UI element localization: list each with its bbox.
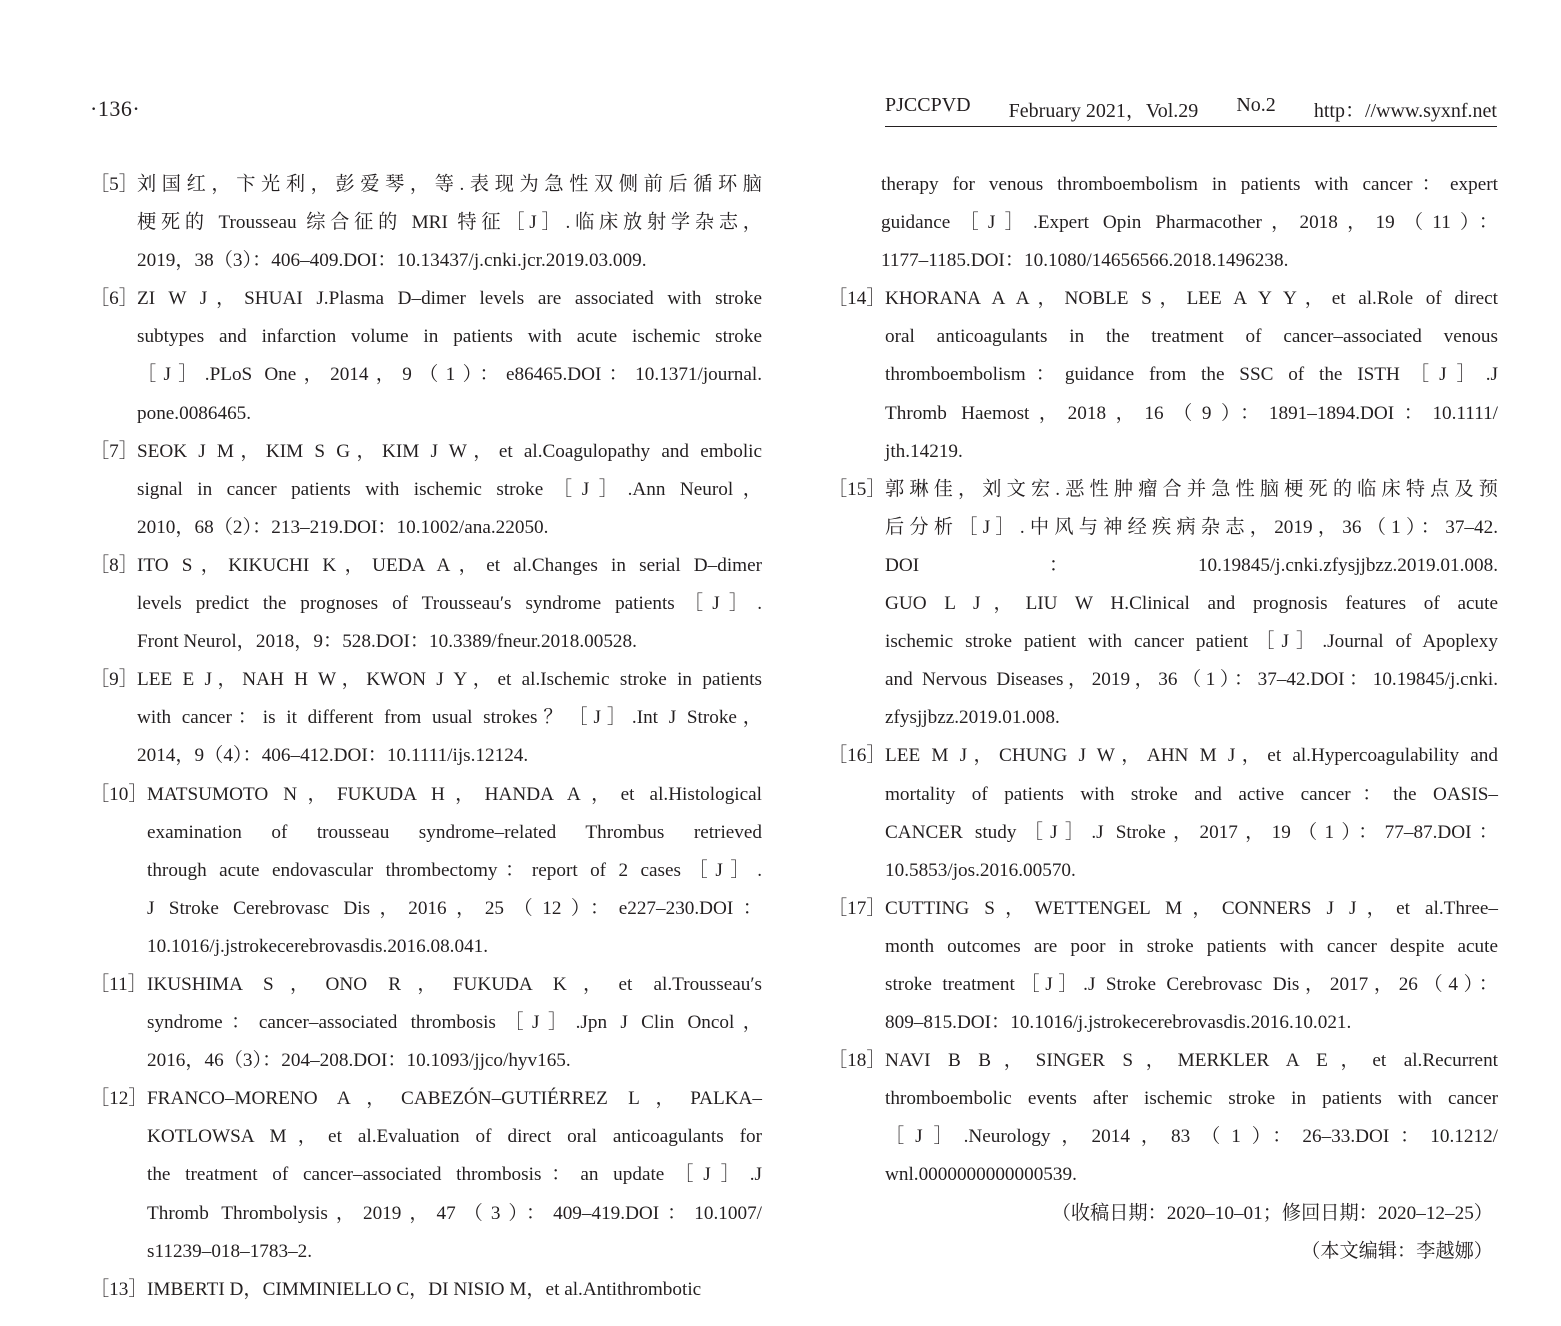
reference-line: stroke treatment［J］.J Stroke Cerebrovasc Dis，2017，26（4）： xyxy=(885,973,1498,995)
reference-number: ［18］ xyxy=(828,1050,886,1072)
page-number: ·136· xyxy=(90,96,141,121)
reference-line: ischemic stroke patient with cancer patient［J］.Journal of Apoplexy xyxy=(885,631,1498,653)
journal-abbrev: PJCCPVD xyxy=(885,94,971,116)
reference-entry xyxy=(90,1080,762,1270)
reference-line: ［J］.Neurology，2014，83（1）：26–33.DOI：10.1212/ xyxy=(885,1126,1498,1148)
reference-line: ITO S，KIKUCHI K，UEDA A，et al.Changes in serial D–dimer xyxy=(137,554,762,576)
reference-entry xyxy=(828,737,1498,889)
reference-number: ［7］ xyxy=(90,440,138,462)
reference-entry xyxy=(90,966,762,1080)
right-column-references xyxy=(828,166,1498,1271)
received-revised-dates: （收稿日期：2020–10–01；修回日期：2020–12–25） xyxy=(1051,1202,1493,1224)
reference-line: SEOK J M，KIM S G，KIM J W，et al.Coagulopathy and embolic xyxy=(137,440,762,462)
running-header xyxy=(885,94,1497,127)
reference-number: ［15］ xyxy=(828,478,886,500)
reference-line: levels predict the prognoses of Trousseau′s syndrome patients［J］. xyxy=(137,593,762,615)
reference-line: jth.14219. xyxy=(885,440,963,462)
reference-line: wnl.0000000000000539. xyxy=(885,1164,1077,1186)
reference-entry xyxy=(90,776,762,966)
reference-entry xyxy=(828,471,1498,738)
issue-date: February 2021，Vol.29 xyxy=(1008,100,1199,122)
reference-line: therapy for venous thromboembolism in patients with cancer：expert xyxy=(881,174,1498,195)
reference-line: 梗死的 Trousseau 综合征的 MRI 特征［J］.临床放射学杂志， xyxy=(137,212,762,234)
reference-entry xyxy=(90,166,762,280)
reference-line: 2019，38（3）：406–409.DOI：10.13437/j.cnki.jcr.2019.03.009. xyxy=(137,250,647,272)
reference-13-continuation xyxy=(828,166,1498,280)
reference-line: the treatment of cancer–associated thrombosis：an update［J］.J xyxy=(147,1164,762,1186)
reference-number: ［14］ xyxy=(828,288,886,310)
reference-entry xyxy=(828,890,1498,1042)
reference-number: ［6］ xyxy=(90,288,138,310)
reference-line: through acute endovascular thrombectomy：report of 2 cases［J］. xyxy=(147,859,762,881)
reference-line: thromboembolic events after ischemic stroke in patients with cancer xyxy=(885,1088,1498,1110)
reference-line: CUTTING S，WETTENGEL M，CONNERS J J，et al.Three– xyxy=(885,897,1498,919)
reference-line: zfysjjbzz.2019.01.008. xyxy=(885,707,1060,729)
reference-line: MATSUMOTO N，FUKUDA H，HANDA A，et al.Histological xyxy=(147,783,762,805)
reference-line: thromboembolism：guidance from the SSC of the ISTH［J］.J xyxy=(885,364,1498,386)
reference-line: ZI W J，SHUAI J.Plasma D–dimer levels are associated with stroke xyxy=(137,288,762,310)
left-column-references xyxy=(90,166,762,1309)
reference-line: DOI：10.19845/j.cnki.zfysjjbzz.2019.01.008. xyxy=(885,554,1498,576)
reference-line: examination of trousseau syndrome–related Thrombus retrieved xyxy=(147,821,762,843)
reference-entry xyxy=(828,1042,1498,1194)
reference-line: 10.5853/jos.2016.00570. xyxy=(885,859,1076,881)
reference-line: J Stroke Cerebrovasc Dis，2016，25（12）：e227–230.DOI： xyxy=(147,897,762,919)
reference-line: syndrome：cancer–associated thrombosis［J］.Jpn J Clin Oncol， xyxy=(147,1012,762,1034)
reference-line: month outcomes are poor in stroke patients with cancer despite acute xyxy=(885,935,1498,957)
reference-line: LEE E J，NAH H W，KWON J Y，et al.Ischemic stroke in patients xyxy=(137,669,762,691)
reference-line: 2010，68（2）：213–219.DOI：10.1002/ana.22050. xyxy=(137,516,549,538)
reference-entry xyxy=(90,661,762,775)
reference-line: mortality of patients with stroke and active cancer：the OASIS– xyxy=(885,783,1498,805)
reference-entry xyxy=(90,280,762,432)
reference-number: ［9］ xyxy=(90,669,138,691)
reference-line: Thromb Haemost，2018，16（9）：1891–1894.DOI：10.1111/ xyxy=(885,402,1498,424)
reference-line: FRANCO–MORENO A，CABEZÓN–GUTIÉRREZ L，PALKA– xyxy=(147,1088,762,1110)
reference-line: KHORANA A A，NOBLE S，LEE A Y Y，et al.Role of direct xyxy=(885,288,1498,310)
reference-line: LEE M J，CHUNG J W，AHN M J，et al.Hypercoagulability and xyxy=(885,745,1498,767)
reference-entry xyxy=(90,1271,762,1309)
reference-line: 10.1016/j.jstrokecerebrovasdis.2016.08.041. xyxy=(147,935,489,957)
reference-line: signal in cancer patients with ischemic stroke［J］.Ann Neurol， xyxy=(137,478,762,500)
reference-line: IKUSHIMA S，ONO R，FUKUDA K，et al.Trousseau′s xyxy=(147,973,762,995)
reference-line: pone.0086465. xyxy=(137,402,252,424)
reference-line: 1177–1185.DOI：10.1080/14656566.2018.1496238. xyxy=(881,250,1289,272)
reference-number: ［17］ xyxy=(828,897,886,919)
reference-line: IMBERTI D，CIMMINIELLO C，DI NISIO M，et al.Antithrombotic xyxy=(147,1278,702,1300)
reference-line: Front Neurol，2018，9：528.DOI：10.3389/fneur.2018.00528. xyxy=(137,631,637,653)
reference-number: ［13］ xyxy=(90,1278,148,1300)
reference-line: 刘国红，卞光利，彭爱琴，等.表现为急性双侧前后循环脑 xyxy=(137,174,762,195)
reference-number: ［12］ xyxy=(90,1088,148,1110)
reference-number: ［10］ xyxy=(90,783,148,805)
reference-number: ［11］ xyxy=(90,973,147,995)
reference-number: ［8］ xyxy=(90,554,138,576)
reference-line: NAVI B B，SINGER S，MERKLER A E，et al.Recurrent xyxy=(885,1050,1498,1072)
reference-line: 2014，9（4）：406–412.DOI：10.1111/ijs.12124. xyxy=(137,745,529,767)
editor-credit: （本文编辑：李越娜） xyxy=(1301,1240,1493,1262)
reference-line: subtypes and infarction volume in patients with acute ischemic stroke xyxy=(137,326,762,348)
reference-entry xyxy=(90,433,762,547)
reference-line: KOTLOWSA M，et al.Evaluation of direct oral anticoagulants for xyxy=(147,1126,762,1148)
reference-line: and Nervous Diseases，2019，36（1）：37–42.DOI：10.19845/j.cnki. xyxy=(885,669,1498,691)
journal-url[interactable]: http：//www.syxnf.net xyxy=(1313,100,1497,122)
reference-line: oral anticoagulants in the treatment of cancer–associated venous xyxy=(885,326,1498,348)
reference-line: CANCER study［J］.J Stroke，2017，19（1）：77–87.DOI： xyxy=(885,821,1498,843)
reference-line: 2016，46（3）：204–208.DOI：10.1093/jjco/hyv165. xyxy=(147,1050,571,1072)
reference-number: ［16］ xyxy=(828,745,886,767)
reference-line: with cancer：is it different from usual strokes？［J］.Int J Stroke， xyxy=(137,707,762,729)
reference-line: 809–815.DOI：10.1016/j.jstrokecerebrovasdis.2016.10.021. xyxy=(885,1012,1352,1034)
reference-line: guidance［J］.Expert Opin Pharmacother，2018，19（11）： xyxy=(881,212,1498,234)
reference-line: s11239–018–1783–2. xyxy=(147,1240,313,1262)
reference-entry xyxy=(90,547,762,661)
reference-entry xyxy=(828,280,1498,470)
reference-number: ［5］ xyxy=(90,174,138,195)
reference-line: ［J］.PLoS One，2014，9（1）：e86465.DOI：10.1371/journal. xyxy=(137,364,762,386)
reference-line: 郭琳佳，刘文宏.恶性肿瘤合并急性脑梗死的临床特点及预 xyxy=(885,478,1498,500)
reference-line: GUO L J，LIU W H.Clinical and prognosis features of acute xyxy=(885,593,1498,615)
issue-number: No.2 xyxy=(1236,94,1276,116)
reference-line: 后分析［J］.中风与神经疾病杂志，2019，36（1）：37–42. xyxy=(885,516,1498,538)
reference-line: Thromb Thrombolysis，2019，47（3）：409–419.DOI：10.1007/ xyxy=(147,1202,762,1224)
